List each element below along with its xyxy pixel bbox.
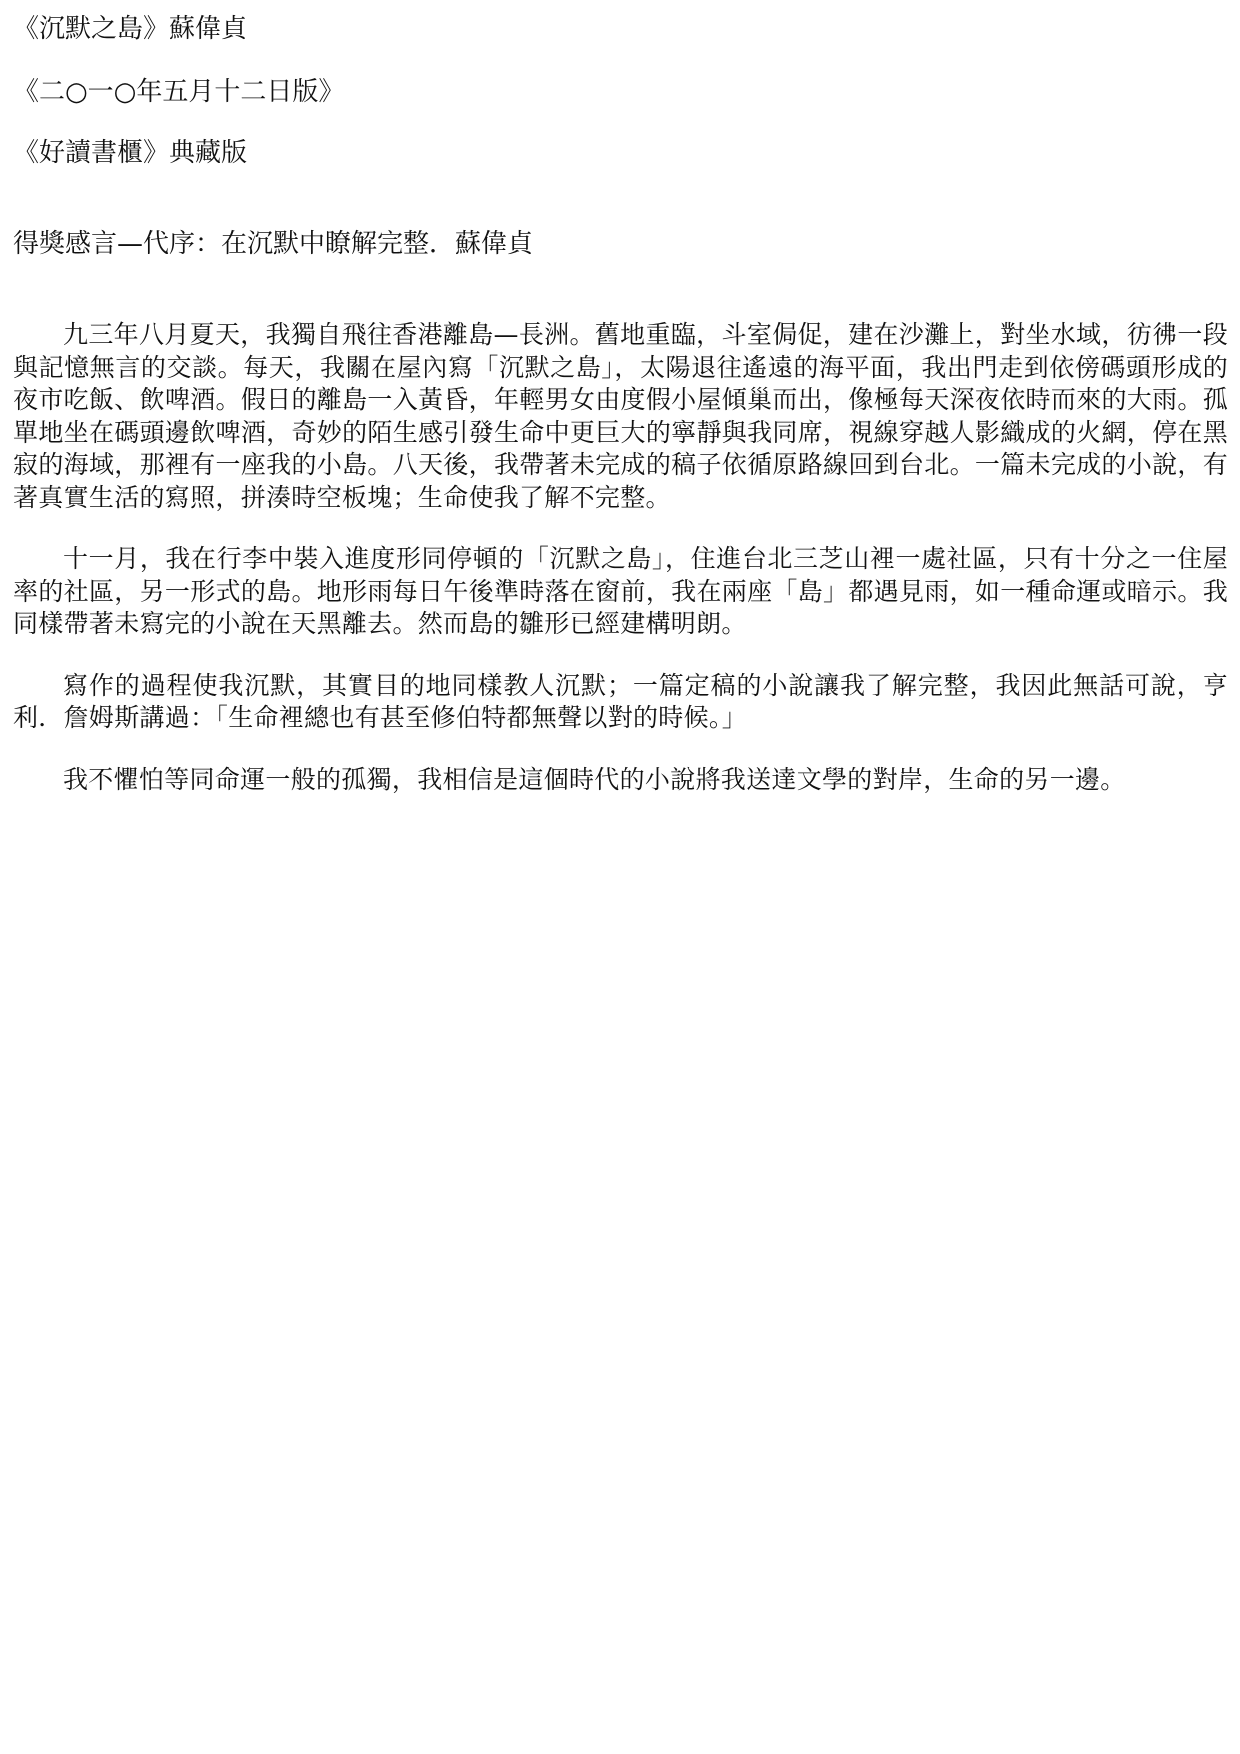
preface-paragraph-1: 九三年八月夏天，我獨自飛往香港離島—長洲。舊地重臨，斗室侷促，建在沙灘上，對坐水域，彷彿一段與記憶無言的交談。每天，我關在屋內寫「沉默之島」，太陽退往遙遠的海平面，我出門走到依傍碼頭形成的夜市吃飯、飲啤酒。假日的離島一入黃昏，年輕男女由度假小屋傾巢而出，像極每天深夜依時而來的大雨。孤單地坐在碼頭邊飲啤酒，奇妙的陌生感引發生命中更巨大的寧靜與我同席，視線穿越人影織成的火網，停在黑寂的海域，那裡有一座我的小島。八天後，我帶著未完成的稿子依循原路線回到台北。一篇未完成的小說，有著真實生活的寫照，拼湊時空板塊；生命使我了解不完整。	[13, 320, 1228, 512]
preface-paragraph-2: 十一月，我在行李中裝入進度形同停頓的「沉默之島」，住進台北三芝山裡一處社區，只有十分之一住屋率的社區，另一形式的島。地形雨每日午後準時落在窗前，我在兩座「島」都遇見雨，如一種命運或暗示。我同樣帶著未寫完的小說在天黑離去。然而島的雛形已經建構明朗。	[13, 544, 1228, 638]
preface-heading: 得獎感言—代序：在沉默中瞭解完整．蘇偉貞	[13, 229, 534, 259]
preface-paragraph-3: 寫作的過程使我沉默，其實目的地同樣教人沉默；一篇定稿的小說讓我了解完整，我因此無話可說，亨利．詹姆斯講過：「生命裡總也有甚至修伯特都無聲以對的時候。」	[13, 670, 1228, 732]
preface-body	[13, 319, 1228, 825]
book-title-author: 《沉默之島》蘇偉貞	[13, 14, 248, 44]
edition-date: 《二○一○年五月十二日版》	[13, 77, 345, 107]
preface-paragraph-4: 我不懼怕等同命運一般的孤獨，我相信是這個時代的小說將我送達文學的對岸，生命的另一邊。	[63, 764, 1126, 794]
edition-name: 《好讀書櫃》典藏版	[13, 138, 248, 168]
